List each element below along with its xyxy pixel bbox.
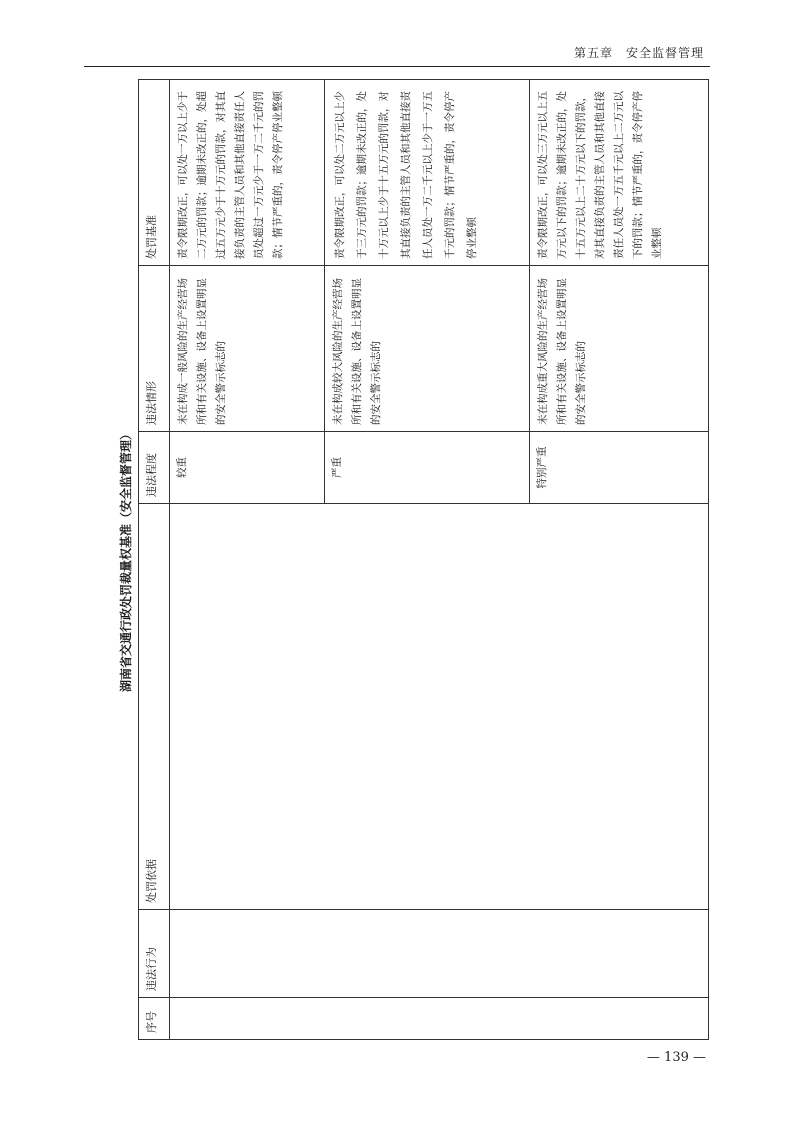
standard-cell: 责令限期改正，可以处二万元以上少于三万元的罚款；逾期未改正的，处十万元以上少于十五万元的罚款，对其直接负责的主管人员和其他直接责任人员处一万二千元以上少于一万五千元的罚款；情节严重的，责令停产停业整顿 xyxy=(324,80,529,266)
standard-cell: 责令限期改正，可以处三万元以上五万元以下的罚款；逾期未改正的，处十五万元以上二十万元以下的罚款，对其直接负责的主管人员和其他直接责任人员处一万五千元以上二万元以下的罚款；情节严重的，责令停产停业整顿 xyxy=(530,80,709,266)
header-seq: 序号 xyxy=(139,998,170,1040)
degree-cell: 特别严重 xyxy=(530,432,709,504)
table-header-row xyxy=(139,80,170,1040)
table-title: 湖南省交通行政处罚裁量权基准（安全监督管理） xyxy=(119,428,133,693)
situation-cell: 未在构成一般风险的生产经营场所和有关设施、设备上设置明显的安全警示标志的 xyxy=(170,266,325,432)
header-violation-situation: 违法情形 xyxy=(139,266,170,432)
chapter-header: 第五章 安全监督管理 xyxy=(573,46,704,60)
standard-cell: 责令限期改正，可以处一万以上少于二万元的罚款；逾期未改正的，处超过五万元少于十万元的罚款，对其直接负责的主管人员和其他直接责任人员处超过一万元少于一万二千元的罚款；情节严重的，责令停产停业整顿 xyxy=(170,80,325,266)
penalty-standard-table xyxy=(138,79,709,1040)
header-violation-act: 违法行为 xyxy=(139,910,170,998)
table-row xyxy=(170,80,325,1040)
header-penalty-standard: 处罚基准 xyxy=(139,80,170,266)
violation-act-cell xyxy=(170,910,709,998)
header-penalty-basis: 处罚依据 xyxy=(139,504,170,910)
page-number: — 139 — xyxy=(646,1050,706,1065)
situation-cell: 未在构成较大风险的生产经营场所和有关设施、设备上设置明显的安全警示标志的 xyxy=(324,266,529,432)
seq-cell xyxy=(170,998,709,1040)
degree-cell: 严重 xyxy=(324,432,529,504)
header-violation-degree: 违法程度 xyxy=(139,432,170,504)
rotated-table-page xyxy=(114,80,709,1040)
penalty-basis-cell xyxy=(170,504,709,910)
situation-cell: 未在构成重大风险的生产经营场所和有关设施、设备上设置明显的安全警示标志的 xyxy=(530,266,709,432)
degree-cell: 较重 xyxy=(170,432,325,504)
header-rule xyxy=(84,66,710,67)
